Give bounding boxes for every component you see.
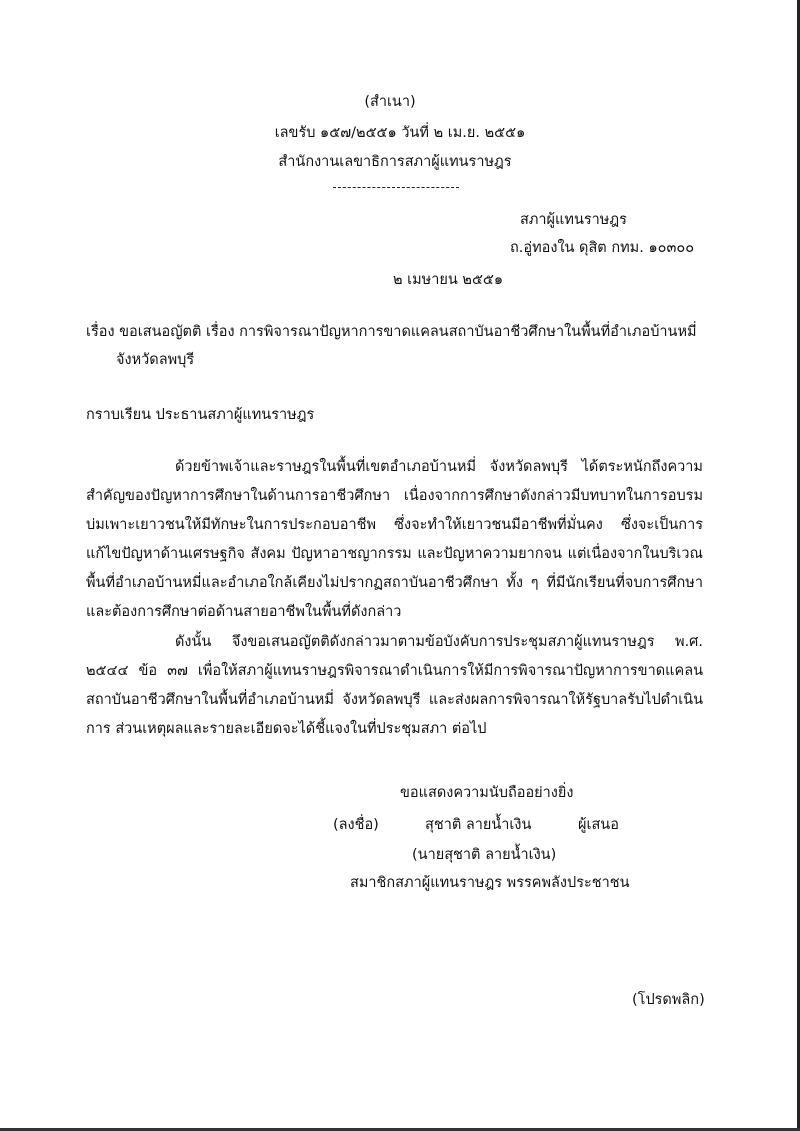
body-paragraph-1: ด้วยข้าพเจ้าและราษฎรในพื้นที่เขตอำเภอบ้านหมี่ จังหวัดลพบุรี ได้ตระหนักถึงความสำคัญของปัญหาการศึกษาในด้านการอาชีวศึกษา เนื่องจากการศึกษาดังกล่าวมีบทบาทในการอบรมบ่มเพาะเยาวชนให้มีทักษะในการประกอบอาชีพ ซึ่งจะทำให้เยาวชนมีอาชีพที่มั่นคง ซึ่งจะเป็นการแก้ไขปัญหาด้านเศรษฐกิจ สังคม ปัญหาอาชญากรรม และปัญหาความยากจน แต่เนื่องจากในบริเวณพื้นที่อำเภอบ้านหมี่และอำเภอใกล้เคียงไม่ปรากฏสถาบันอาชีวศึกษา ทั้ง ๆ ที่มีนักเรียนที่จบการศึกษาและต้องการศึกษาต่อด้านสายอาชีพในพื้นที่ดังกล่าว [86, 459, 703, 620]
subject-line-1: เรื่อง ขอเสนอญัตติ เรื่อง การพิจารณาปัญหาการขาดแคลนสถาบันอาชีวศึกษาในพื้นที่อำเภอบ้านหมี่ [86, 324, 697, 340]
signed-label: (ลงชื่อ) [333, 817, 379, 833]
signature: สุชาติ ลายน้ำเงิน [425, 817, 532, 833]
office-name: สำนักงานเลขาธิการสภาผู้แทนราษฎร [278, 154, 512, 170]
body-paragraph-2: ดังนั้น จึงขอเสนอญัตติดังกล่าวมาตามข้อบังคับการประชุมสภาผู้แทนราษฎร พ.ศ. ๒๕๔๔ ข้อ ๓๗ เพื่อให้สภาผู้แทนราษฎรพิจารณาดำเนินการให้มีการพิจารณาปัญหาการขาดแคลนสถาบันอาชีวศึกษาในพื้นที่อำเภอบ้านหมี่ จังหวัดลพบุรี และส่งผลการพิจารณาให้รัฐบาลรับไปดำเนินการ ส่วนเหตุผลและรายละเอียดจะได้ชี้แจงในที่ประชุมสภา ต่อไป [86, 634, 703, 737]
address-street: ถ.อู่ทองใน ดุสิต กทม. ๑๐๓๐๐ [510, 240, 695, 256]
letter-date: ๒ เมษายน ๒๕๕๑ [393, 272, 504, 288]
turn-over-note: (โปรดพลิก) [632, 992, 705, 1008]
printed-name: (นายสุชาติ ลายน้ำเงิน) [412, 847, 557, 863]
copy-mark: (สำเนา) [364, 94, 416, 110]
signer-role: ผู้เสนอ [578, 817, 619, 833]
dashed-divider [333, 187, 459, 188]
address-org: สภาผู้แทนราษฎร [520, 212, 627, 228]
closing-regards: ขอแสดงความนับถืออย่างยิ่ง [400, 785, 574, 801]
receipt-line: เลขรับ ๑๕๗/๒๕๕๑ วันที่ ๒ เม.ย. ๒๕๕๑ [274, 125, 526, 141]
signer-position: สมาชิกสภาผู้แทนราษฎร พรรคพลังประชาชน [350, 875, 630, 891]
subject-line-2: จังหวัดลพบุรี [116, 352, 195, 368]
salutation: กราบเรียน ประธานสภาผู้แทนราษฎร [86, 407, 315, 423]
